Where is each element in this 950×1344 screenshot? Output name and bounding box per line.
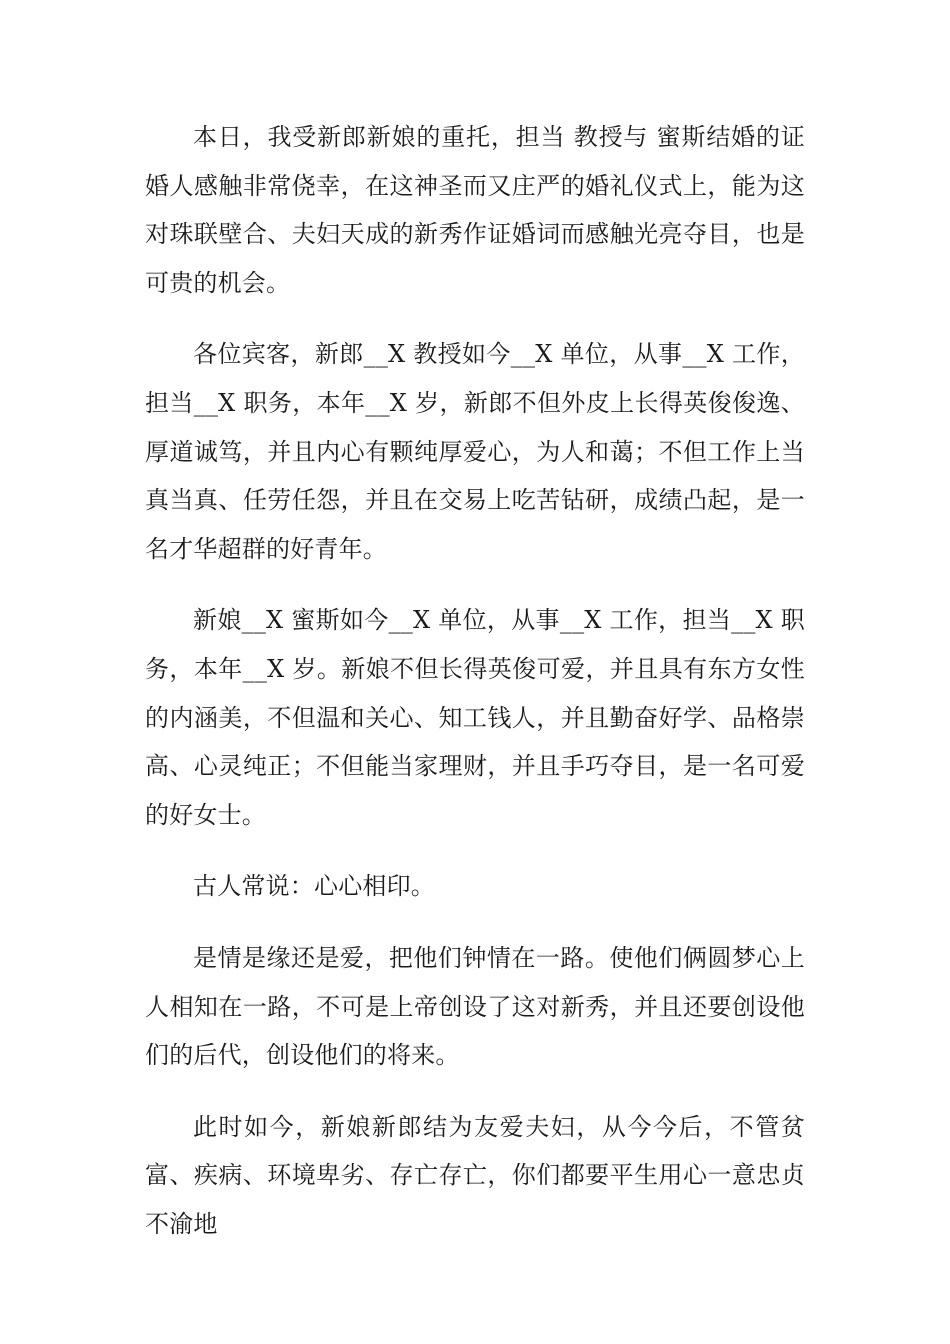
paragraph-3: 新娘__X 蜜斯如今__X 单位，从事__X 工作，担当__X 职务，本年__X 岁。新娘不但长得英俊可爱，并且具有东方女性的内涵美，不但温和关心、知工钱人，并且勤奋好学、品格崇高、心灵纯正；不但能当家理财，并且手巧夺目，是一名可爱的好女士。: [145, 606, 805, 829]
paragraph-1: 本日，我受新郎新娘的重托，担当 教授与 蜜斯结婚的证婚人感触非常侥幸，在这神圣而又庄严的婚礼仪式上，能为这对珠联壁合、夫妇天成的新秀作证婚词而感触光亮夺目，也是可贵的机会。: [145, 123, 805, 297]
paragraph-2: 各位宾客，新郎__X 教授如今__X 单位，从事__X 工作，担当__X 职务，本年__X 岁，新郎不但外皮上长得英俊俊逸、厚道诚笃，并且内心有颗纯厚爱心，为人和蔼；不但工作上当真当真、任劳任怨，并且在交易上吃苦钻研，成绩凸起，是一名才华超群的好青年。: [145, 340, 805, 563]
paragraph-5: 是情是缘还是爱，把他们钟情在一路。使他们俩圆梦心上人相知在一路，不可是上帝创设了这对新秀，并且还要创设他们的后代，创设他们的将来。: [145, 943, 805, 1070]
paragraph-6: 此时如今，新娘新郎结为友爱夫妇，从今今后，不管贫富、疾病、环境卑劣、存亡存亡，你们都要平生用心一意忠贞不渝地: [145, 1112, 805, 1238]
document-body: [145, 113, 805, 1271]
paragraph-4: 古人常说：心心相印。: [193, 872, 435, 901]
